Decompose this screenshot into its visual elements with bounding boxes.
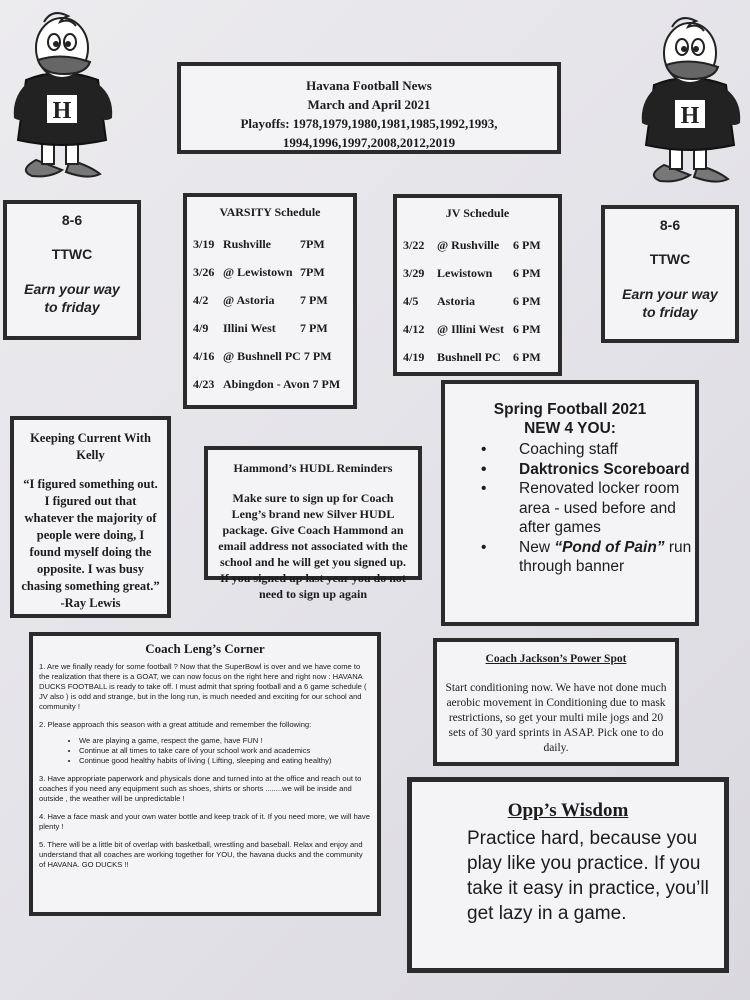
jv-schedule-title: JV Schedule — [445, 206, 510, 220]
game-time: 7PM — [300, 236, 325, 251]
game-opponent: @ Astoria — [223, 292, 275, 307]
list-item: • Coaching staff — [445, 440, 695, 460]
mascot-letter-right: H — [680, 103, 700, 129]
game-date: 4/16 — [193, 348, 215, 363]
game-date: 4/12 — [403, 321, 425, 336]
game-date: 4/9 — [193, 320, 209, 335]
leng-bullet-list — [33, 736, 377, 766]
game-opponent: Lewistown — [437, 265, 493, 280]
ray-lewis-quote: “I figured something out. I figured out that whatever the majority of people were doing, I found myself doing the opposite. I was busy chasing something great.” — [21, 477, 160, 593]
mascot-letter-left: H — [52, 98, 72, 124]
hudl-reminders-body: Make sure to sign up for Coach Leng’s brand new Silver HUDL package. Give Coach Hammond an email address not associated with the school and he will get you signed up. If you signed up last year you do not need to sign up again — [218, 491, 408, 601]
ttwc-box-right — [601, 205, 739, 343]
leng-paragraph-3: 3. Have appropriate paperwork and physicals done and turned into at the office and reach out to coaches if you need any equipment such as shoes, shirts or shorts ........we will be inside and outside , the weather will be unpredictable ! — [39, 774, 362, 803]
game-time: 7 PM — [303, 348, 332, 363]
hudl-reminders-title: Hammond’s HUDL Reminders — [233, 461, 393, 475]
list-item: • Continue at all times to take care of your school work and academics — [79, 746, 377, 756]
game-opponent: Rushville — [223, 236, 272, 251]
ttwc-box-left — [3, 200, 141, 340]
list-item: • We are playing a game, respect the game, have FUN ! — [79, 736, 377, 746]
coach-leng-corner — [29, 632, 381, 916]
coach-jackson-title: Coach Jackson’s Power Spot — [485, 653, 627, 665]
game-opponent: @ Illini West — [437, 321, 504, 336]
keeping-current-title — [14, 430, 167, 464]
opps-wisdom-title: Opp’s Wisdom — [507, 800, 629, 821]
spring-football-title-line1: Spring Football 2021 — [493, 401, 647, 418]
game-time: 7 PM — [300, 292, 328, 307]
quote-author: -Ray Lewis — [60, 596, 121, 610]
opps-wisdom-body: Practice hard, because you play like you practice. If you take it easy in practice, you’ll get lazy in a game. — [467, 828, 709, 924]
slogan-left — [7, 280, 137, 316]
leng-paragraph-2: 2. Please approach this season with a great attitude and remember the following: — [39, 720, 312, 729]
game-time: 6 PM — [513, 349, 541, 364]
table-row — [403, 287, 541, 315]
game-time: 6 PM — [513, 293, 541, 308]
record-left: 8-6 — [61, 212, 83, 228]
varsity-schedule-title: VARSITY Schedule — [219, 205, 321, 219]
game-time: 6 PM — [513, 321, 541, 336]
hudl-reminders-box — [204, 446, 422, 601]
list-item: • Continue good healthy habits of living ( Lifting, sleeping and eating healthy) — [79, 756, 377, 766]
jv-schedule-table — [403, 231, 541, 371]
keeping-current-title-line2: Kelly — [76, 448, 105, 462]
acronym-left: TTWC — [51, 246, 93, 262]
table-row — [403, 259, 541, 287]
duck-mascot-right — [636, 14, 748, 186]
playoffs-line-2: 1994,1996,1997,2008,2012,2019 — [282, 135, 456, 150]
game-time: 7 PM — [312, 376, 341, 391]
leng-paragraph-4: 4. Have a face mask and your own water bottle and keep track of it. If you need more, we will have plenty ! — [39, 812, 370, 831]
table-row — [403, 231, 541, 259]
table-row — [193, 286, 340, 314]
table-row — [193, 370, 340, 398]
duck-mascot-left — [8, 10, 120, 180]
game-date: 4/5 — [403, 293, 419, 308]
slogan-left-line2: to friday — [44, 299, 100, 315]
game-date: 3/19 — [193, 236, 215, 251]
game-time: 6 PM — [513, 265, 541, 280]
game-time: 7PM — [300, 264, 325, 279]
list-item-text: run through banner — [519, 538, 692, 575]
table-row — [193, 314, 340, 342]
list-item-text: New — [519, 538, 555, 556]
pond-of-pain: “Pond of Pain” — [554, 538, 665, 556]
playoffs-line-1: Playoffs: 1978,1979,1980,1981,1985,1992,1993, — [240, 116, 498, 131]
slogan-right-line1: Earn your way — [622, 286, 718, 302]
coach-leng-title: Coach Leng’s Corner — [145, 641, 265, 656]
newsletter-header — [177, 62, 561, 154]
table-row — [193, 342, 340, 370]
game-date: 3/22 — [403, 237, 425, 252]
game-time: 6 PM — [513, 237, 541, 252]
varsity-schedule — [183, 193, 357, 409]
varsity-schedule-table — [193, 230, 340, 398]
list-item: • Daktronics Scoreboard — [445, 460, 695, 480]
slogan-right — [605, 285, 735, 321]
coach-jackson-power-spot — [433, 638, 679, 766]
table-row — [193, 230, 340, 258]
list-item — [445, 538, 695, 577]
spring-football-title — [445, 400, 695, 438]
record-right: 8-6 — [659, 217, 681, 233]
game-opponent: @ Bushnell PC — [223, 348, 301, 363]
game-opponent: Illini West — [223, 320, 276, 335]
table-row — [403, 343, 541, 371]
newsletter-date: March and April 2021 — [307, 97, 431, 112]
game-time: 7 PM — [300, 320, 328, 335]
keeping-current-box — [10, 416, 171, 618]
leng-paragraph-1: 1. Are we finally ready for some football ? Now that the SuperBowl is over and we have come to the realization that there is a GOAT, we can now focus on the right here and right now : HAVANA DUCKS FOOTBALL is ready to take off. I must admit that spring football and a 6 game schedule ( JV also ) is odd and strange, but in the long run, is much needed and exciting for our school and community ! — [39, 662, 367, 711]
game-date: 4/2 — [193, 292, 209, 307]
game-opponent: Astoria — [437, 293, 475, 308]
leng-paragraph-5: 5. There will be a little bit of overlap with basketball, wrestling and baseball. Relax and enjoy and understand that all coaches are working together for YOU, the havana ducks and the community of HAVANA. GO DUCKS !! — [39, 840, 363, 869]
coach-jackson-body: Start conditioning now. We have not done much aerobic movement in Conditioning due to mask restrictions, so get your multi mile jogs and 20 sets of 30 yard sprints in ASAP. Pick one to do daily. — [445, 682, 667, 754]
game-date: 3/26 — [193, 264, 215, 279]
table-row — [403, 315, 541, 343]
game-date: 3/29 — [403, 265, 425, 280]
newsletter-title: Havana Football News — [306, 78, 432, 93]
game-date: 4/23 — [193, 376, 215, 391]
acronym-right: TTWC — [649, 251, 691, 267]
list-item: • Renovated locker room area - used before and after games — [445, 479, 695, 538]
jv-schedule — [393, 194, 562, 376]
table-row — [193, 258, 340, 286]
keeping-current-title-line1: Keeping Current With — [30, 431, 151, 445]
opps-wisdom-box — [407, 777, 729, 973]
game-date: 4/19 — [403, 349, 425, 364]
spring-football-title-line2: NEW 4 YOU: — [524, 420, 616, 437]
game-opponent: @ Lewistown — [223, 264, 293, 279]
spring-football-list — [445, 440, 695, 577]
game-opponent: @ Rushville — [437, 237, 500, 252]
slogan-right-line2: to friday — [642, 304, 698, 320]
game-opponent: Bushnell PC — [437, 349, 501, 364]
spring-football-box — [441, 380, 699, 626]
slogan-left-line1: Earn your way — [24, 281, 120, 297]
game-opponent: Abingdon - Avon — [223, 376, 310, 391]
